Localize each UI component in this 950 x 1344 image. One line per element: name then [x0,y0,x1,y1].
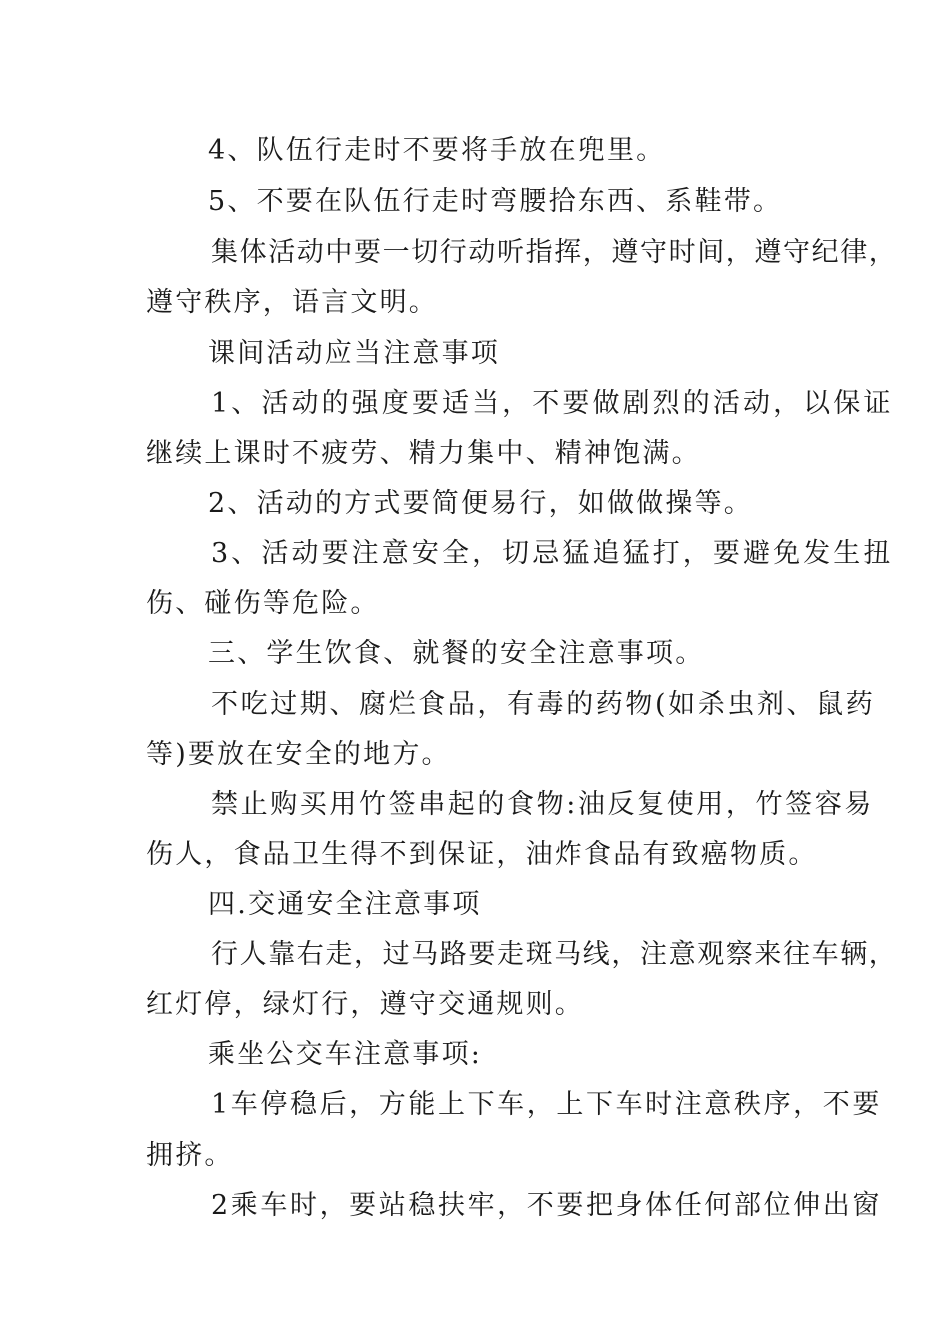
text-line: 1、活动的强度要适当，不要做剧烈的活动，以保证 [211,388,894,419]
text-line: 5、不要在队伍行走时弯腰拾东西、系鞋带。 [208,186,783,217]
text-line: 伤、碰伤等危险。 [146,588,380,619]
text-line: 2乘车时，要站稳扶牢，不要把身体任何部位伸出窗 [211,1190,882,1221]
text-line: 继续上课时不疲劳、精力集中、精神饱满。 [146,438,701,469]
section-heading: 四.交通安全注意事项 [208,889,482,920]
section-heading: 三、学生饮食、就餐的安全注意事项。 [208,638,705,669]
text-line: 等)要放在安全的地方。 [146,739,451,770]
text-line: 集体活动中要一切行动听指挥，遵守时间，遵守纪律， [211,237,898,268]
text-line: 4、队伍行走时不要将手放在兜里。 [208,135,666,166]
text-line: 禁止购买用竹签串起的食物:油反复使用，竹签容易 [211,789,874,820]
text-line: 伤人，食品卫生得不到保证，油炸食品有致癌物质。 [146,839,818,870]
text-line: 红灯停，绿灯行，遵守交通规则。 [146,989,584,1020]
section-heading: 课间活动应当注意事项 [208,338,500,369]
text-line: 1车停稳后，方能上下车，上下车时注意秩序，不要 [211,1089,882,1120]
text-line: 遵守秩序，语言文明。 [146,287,438,318]
text-line: 3、活动要注意安全，切忌猛追猛打，要避免发生扭 [211,538,894,569]
section-heading: 乘坐公交车注意事项: [208,1039,483,1070]
text-line: 行人靠右走，过马路要走斑马线，注意观察来往车辆， [211,939,898,970]
text-line: 2、活动的方式要简便易行，如做做操等。 [208,488,753,519]
text-line: 拥挤。 [146,1140,234,1171]
text-line: 不吃过期、腐烂食品，有毒的药物(如杀虫剂、鼠药 [211,689,876,720]
